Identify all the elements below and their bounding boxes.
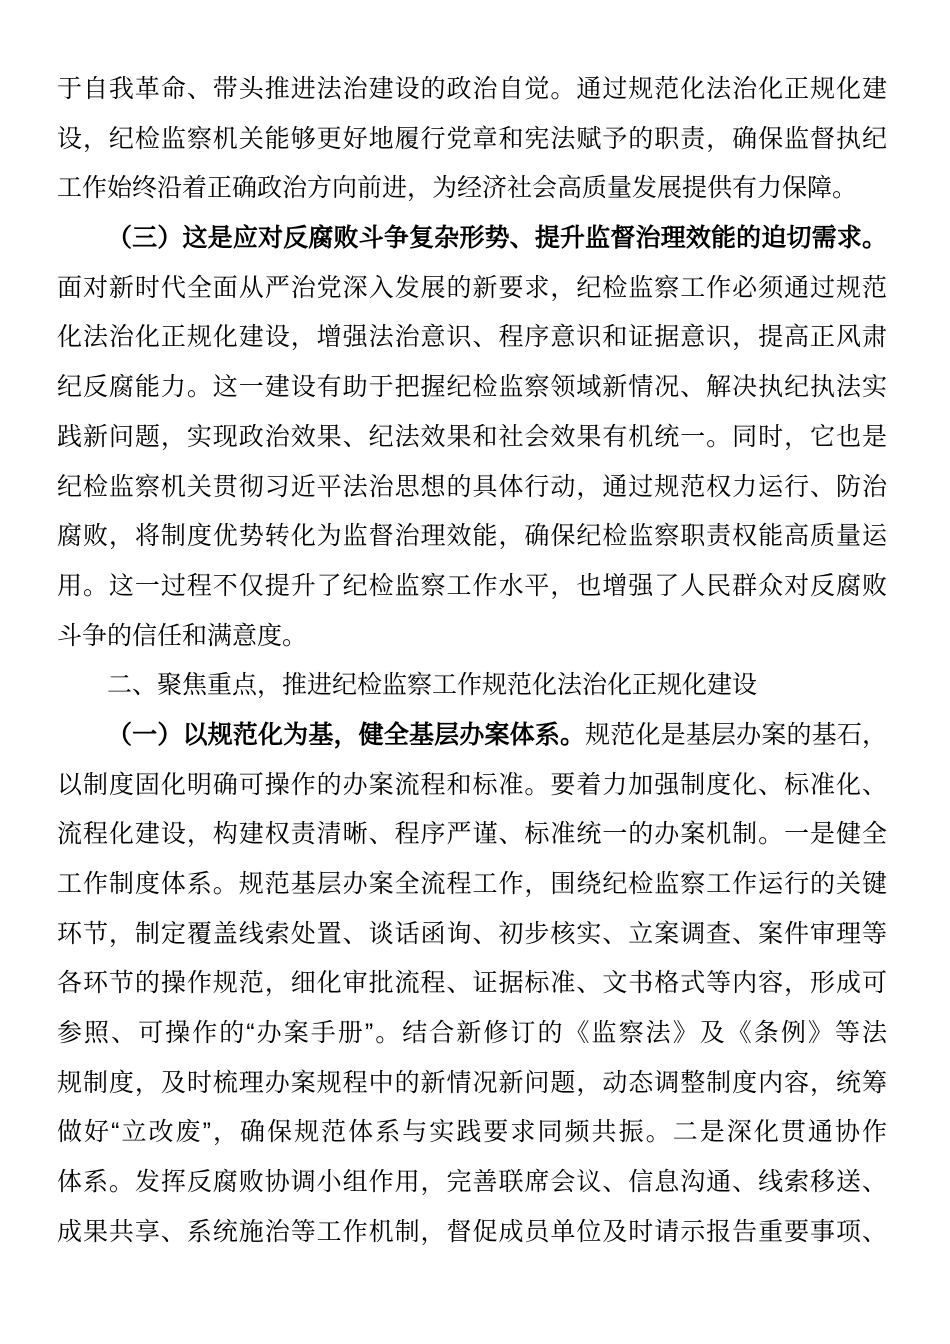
document-body xyxy=(57,65,887,1258)
document-line: 环节，制定覆盖线索处置、谈话函询、初步核实、立案调查、案件审理等 xyxy=(57,919,887,948)
section-heading-text: （三）这是应对反腐败斗争复杂形势、提升监督治理效能的迫切需求。 xyxy=(107,224,887,253)
document-line: 工作制度体系。规范基层办案全流程工作，围绕纪检监察工作运行的关键 xyxy=(57,870,887,898)
document-line: 参照、可操作的“办案手册”。结合新修订的《监察法》及《条例》等法 xyxy=(57,1019,887,1048)
document-line: 面对新时代全面从严治党深入发展的新要求，纪检监察工作必须通过规范 xyxy=(57,273,887,302)
document-line: 规制度，及时梳理办案规程中的新情况新问题，动态调整制度内容，统筹 xyxy=(57,1068,887,1097)
document-line: 成果共享、系统施治等工作机制，督促成员单位及时请示报告重要事项、 xyxy=(57,1217,887,1246)
document-heading-line xyxy=(57,214,887,264)
document-line: 斗争的信任和满意度。 xyxy=(57,621,308,650)
document-heading-line xyxy=(57,711,887,761)
document-line: 设，纪检监察机关能够更好地履行党章和宪法赋予的职责，确保监督执纪 xyxy=(57,124,887,153)
document-line: 以制度固化明确可操作的办案流程和标准。要着力加强制度化、标准化、 xyxy=(57,770,887,799)
document-line: 践新问题，实现政治效果、纪法效果和社会效果有机统一。同时，它也是 xyxy=(57,422,887,451)
document-line: 于自我革命、带头推进法治建设的政治自觉。通过规范化法治化正规化建 xyxy=(57,75,887,103)
document-line: 工作始终沿着正确政治方向前进，为经济社会高质量发展提供有力保障。 xyxy=(57,174,858,203)
document-line: 体系。发挥反腐败协调小组作用，完善联席会议、信息沟通、线索移送、 xyxy=(57,1168,887,1197)
document-line: 做好“立改废”，确保规范体系与实践要求同频共振。二是深化贯通协作 xyxy=(57,1118,887,1147)
document-line: 流程化建设，构建权责清晰、程序严谨、标准统一的办案机制。一是健全 xyxy=(57,820,887,849)
document-line: 纪反腐能力。这一建设有助于把握纪检监察领域新情况、解决执纪执法实 xyxy=(57,373,887,402)
document-line: 腐败，将制度优势转化为监督治理效能，确保纪检监察职责权能高质量运 xyxy=(57,522,887,551)
document-line: 化法治化正规化建设，增强法治意识、程序意识和证据意识，提高正风肃 xyxy=(57,323,887,352)
document-line: 用。这一过程不仅提升了纪检监察工作水平，也增强了人民群众对反腐败 xyxy=(57,571,887,600)
section-heading-text: （一）以规范化为基，健全基层办案体系。 xyxy=(107,720,586,749)
document-heading-line: 二、聚焦重点，推进纪检监察工作规范化法治化正规化建设 xyxy=(107,671,758,700)
document-line: 纪检监察机关贯彻习近平法治思想的具体行动，通过规范权力运行、防治 xyxy=(57,472,887,501)
document-line: 各环节的操作规范，细化审批流程、证据标准、文书格式等内容，形成可 xyxy=(57,969,887,998)
document-line-text: 规范化是基层办案的基石， xyxy=(585,720,887,749)
